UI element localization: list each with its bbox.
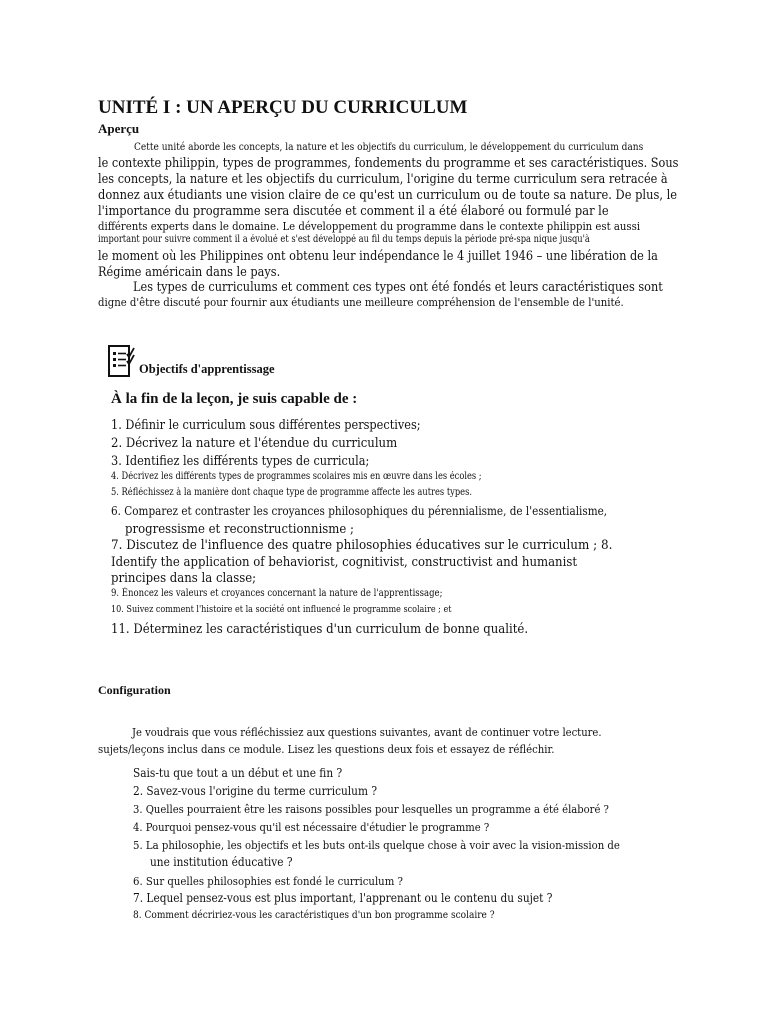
objective-item: 9. Énoncez les valeurs et croyances concernant la nature de l'apprentissage; — [111, 588, 443, 599]
objective-item: 4. Décrivez les différents types de programmes scolaires mis en œuvre dans les écoles ; — [111, 471, 482, 482]
overview-line: digne d'être discuté pour fournir aux étudiants une meilleure compréhension de l'ensemble de l'unité. — [98, 296, 624, 309]
objective-item: principes dans la classe; — [111, 571, 257, 586]
overview-line: différents experts dans le domaine. Le développement du programme dans le contexte philippin est aussi — [98, 220, 641, 233]
overview-line: Les types de curriculums et comment ces types ont été fondés et leurs caractéristiques sont — [133, 280, 663, 295]
overview-line: l'importance du programme sera discutée et comment il a été élaboré ou formulé par le — [98, 204, 609, 219]
question-item: 3. Quelles pourraient être les raisons possibles pour lesquelles un programme a été élaboré ? — [133, 802, 609, 816]
objective-item: 7. Discutez de l'influence des quatre philosophies éducatives sur le curriculum ; 8. — [111, 538, 613, 553]
overview-line: les concepts, la nature et les objectifs du curriculum, l'origine du terme curriculum sera retracée à — [98, 172, 668, 187]
objective-item: 10. Suivez comment l'histoire et la société ont influencé le programme scolaire ; et — [111, 604, 452, 615]
objectives-intro: À la fin de la leçon, je suis capable de : — [111, 391, 358, 407]
question-item: 7. Lequel pensez-vous est plus important, l'apprenant ou le contenu du sujet ? — [133, 891, 553, 905]
question-item: 2. Savez-vous l'origine du terme curriculum ? — [133, 784, 378, 798]
question-item: 5. La philosophie, les objectifs et les buts ont-ils quelque chose à voir avec la vision-mission de — [133, 838, 620, 852]
overview-line: donnez aux étudiants une vision claire de ce qu'est un curriculum ou de toute sa nature. De plus, le — [98, 188, 678, 203]
objective-item: 1. Définir le curriculum sous différentes perspectives; — [111, 418, 421, 433]
overview-heading: Aperçu — [98, 121, 140, 136]
page-title: UNITÉ I : UN APERÇU DU CURRICULUM — [98, 97, 468, 118]
question-item: 6. Sur quelles philosophies est fondé le curriculum ? — [133, 874, 403, 888]
question-item: 8. Comment décririez-vous les caractéristiques d'un bon programme scolaire ? — [133, 909, 495, 921]
objective-item: 6. Comparez et contraster les croyances philosophiques du pérennialisme, de l'essentialisme, — [111, 504, 608, 518]
objective-item: 3. Identifiez les différents types de curricula; — [111, 454, 370, 469]
objective-item: Identify the application of behaviorist, cognitivist, constructivist and humanist — [111, 555, 578, 570]
question-item: une institution éducative ? — [150, 855, 293, 869]
objective-item: progressisme et reconstructionnisme ; — [125, 522, 354, 537]
question-item: 4. Pourquoi pensez-vous qu'il est nécessaire d'étudier le programme ? — [133, 820, 490, 834]
overview-line: le contexte philippin, types de programmes, fondements du programme et ses caractéristiques. Sous — [98, 156, 679, 171]
configuration-intro-line: Je voudrais que vous réfléchissiez aux questions suivantes, avant de continuer votre lecture. — [132, 725, 602, 739]
objective-item: 2. Décrivez la nature et l'étendue du curriculum — [111, 436, 398, 451]
objectives-heading: Objectifs d'apprentissage — [139, 362, 275, 376]
overview-line: important pour suivre comment il a évolué et s'est développé au fil du temps depuis la période pré-spa nique jusqu'à — [98, 234, 590, 245]
overview-line: Régime américain dans le pays. — [98, 265, 281, 280]
objective-item: 11. Déterminez les caractéristiques d'un curriculum de bonne qualité. — [111, 622, 529, 637]
configuration-intro-line: sujets/leçons inclus dans ce module. Lisez les questions deux fois et essayez de réfléchir. — [98, 742, 555, 756]
question-item: Sais-tu que tout a un début et une fin ? — [133, 766, 343, 780]
checklist-icon — [108, 345, 136, 377]
overview-line: le moment où les Philippines ont obtenu leur indépendance le 4 juillet 1946 – une libération de la — [98, 249, 658, 264]
overview-line: Cette unité aborde les concepts, la nature et les objectifs du curriculum, le développement du curriculum dans — [134, 141, 644, 153]
configuration-heading: Configuration — [98, 683, 171, 697]
objective-item: 5. Réfléchissez à la manière dont chaque type de programme affecte les autres types. — [111, 487, 472, 498]
